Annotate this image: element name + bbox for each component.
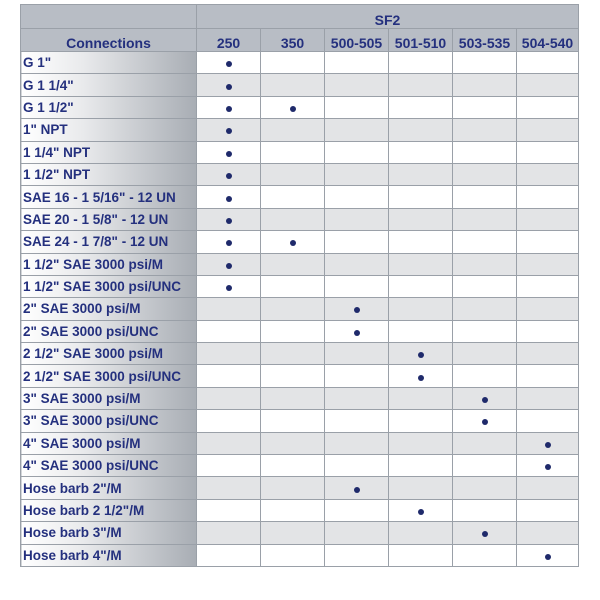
table-row: [21, 231, 579, 253]
compat-cell: [261, 208, 325, 230]
compat-cell: [517, 432, 579, 454]
table-row: [21, 186, 579, 208]
group-header-sf2: SF2: [197, 5, 579, 29]
compat-cell: [325, 298, 389, 320]
compat-cell: [325, 119, 389, 141]
compat-cell: [261, 275, 325, 297]
compatible-dot-icon: [545, 442, 551, 448]
compat-cell: [389, 96, 453, 118]
compat-cell: [325, 231, 389, 253]
compat-cell: [453, 186, 517, 208]
compat-cell: [261, 387, 325, 409]
compat-cell: [389, 477, 453, 499]
compat-cell: [325, 163, 389, 185]
compatible-dot-icon: [226, 106, 232, 112]
compat-cell: [389, 455, 453, 477]
compat-cell: [517, 275, 579, 297]
compat-cell: [197, 410, 261, 432]
compat-cell: [197, 186, 261, 208]
compatible-dot-icon: [226, 240, 232, 246]
compat-cell: [197, 96, 261, 118]
compat-cell: [325, 387, 389, 409]
compat-cell: [197, 365, 261, 387]
compat-cell: [453, 432, 517, 454]
compat-cell: [197, 74, 261, 96]
connection-label: 2" SAE 3000 psi/UNC: [21, 320, 197, 342]
compatible-dot-icon: [418, 509, 424, 515]
connection-label: G 1 1/2": [21, 96, 197, 118]
compat-cell: [261, 96, 325, 118]
compat-cell: [325, 74, 389, 96]
compat-cell: [261, 186, 325, 208]
compat-cell: [517, 208, 579, 230]
compatible-dot-icon: [226, 151, 232, 157]
compat-cell: [453, 387, 517, 409]
connection-label: G 1 1/4": [21, 74, 197, 96]
compat-cell: [325, 320, 389, 342]
compat-cell: [453, 119, 517, 141]
compat-cell: [197, 253, 261, 275]
compat-cell: [389, 119, 453, 141]
compat-cell: [453, 410, 517, 432]
compat-cell: [197, 163, 261, 185]
compat-cell: [389, 343, 453, 365]
compat-cell: [453, 522, 517, 544]
connection-label: 3" SAE 3000 psi/M: [21, 387, 197, 409]
compat-cell: [325, 208, 389, 230]
compatible-dot-icon: [418, 352, 424, 358]
compatible-dot-icon: [226, 218, 232, 224]
compat-cell: [453, 163, 517, 185]
compat-cell: [389, 52, 453, 74]
compat-cell: [325, 275, 389, 297]
table-row: [21, 387, 579, 409]
compat-cell: [389, 141, 453, 163]
compatible-dot-icon: [226, 84, 232, 90]
compat-cell: [389, 275, 453, 297]
compatible-dot-icon: [226, 285, 232, 291]
connection-label: 4" SAE 3000 psi/M: [21, 432, 197, 454]
table-row: [21, 522, 579, 544]
compat-cell: [197, 343, 261, 365]
header-column-row: [21, 29, 579, 52]
column-header: 501-510: [389, 29, 453, 52]
compatible-dot-icon: [354, 487, 360, 493]
compat-cell: [389, 208, 453, 230]
column-header-connections: Connections: [21, 29, 197, 52]
compat-cell: [197, 455, 261, 477]
compat-cell: [453, 544, 517, 566]
compat-cell: [453, 499, 517, 521]
compat-cell: [325, 52, 389, 74]
compat-cell: [325, 343, 389, 365]
compat-cell: [517, 163, 579, 185]
compat-cell: [197, 387, 261, 409]
table-row: [21, 74, 579, 96]
connection-label: 2 1/2" SAE 3000 psi/UNC: [21, 365, 197, 387]
compatible-dot-icon: [354, 330, 360, 336]
header-corner: [21, 5, 197, 29]
table-row: [21, 96, 579, 118]
compat-cell: [325, 432, 389, 454]
compat-cell: [389, 320, 453, 342]
compat-cell: [517, 96, 579, 118]
compat-cell: [517, 343, 579, 365]
connection-label: 1 1/4" NPT: [21, 141, 197, 163]
table-row: [21, 455, 579, 477]
compat-cell: [517, 544, 579, 566]
connection-label: 2" SAE 3000 psi/M: [21, 298, 197, 320]
compatible-dot-icon: [226, 61, 232, 67]
compat-cell: [197, 119, 261, 141]
connection-label: 1" NPT: [21, 119, 197, 141]
compat-cell: [389, 253, 453, 275]
compatible-dot-icon: [226, 173, 232, 179]
compat-cell: [197, 522, 261, 544]
table-row: [21, 208, 579, 230]
compat-cell: [197, 52, 261, 74]
connection-label: G 1": [21, 52, 197, 74]
compat-cell: [453, 320, 517, 342]
compat-cell: [389, 499, 453, 521]
compat-cell: [517, 522, 579, 544]
connection-label: Hose barb 3"/M: [21, 522, 197, 544]
connection-label: Hose barb 2"/M: [21, 477, 197, 499]
compat-cell: [517, 119, 579, 141]
compatible-dot-icon: [226, 128, 232, 134]
connection-label: 2 1/2" SAE 3000 psi/M: [21, 343, 197, 365]
connection-label: 1 1/2" NPT: [21, 163, 197, 185]
compat-cell: [389, 365, 453, 387]
column-header: 500-505: [325, 29, 389, 52]
compat-cell: [261, 320, 325, 342]
connection-label: 1 1/2" SAE 3000 psi/UNC: [21, 275, 197, 297]
compat-cell: [197, 477, 261, 499]
compatible-dot-icon: [545, 554, 551, 560]
compat-cell: [389, 163, 453, 185]
table-row: [21, 320, 579, 342]
compatible-dot-icon: [354, 307, 360, 313]
table-row: [21, 343, 579, 365]
compat-cell: [325, 365, 389, 387]
table-row: [21, 298, 579, 320]
compatible-dot-icon: [545, 464, 551, 470]
compatible-dot-icon: [482, 397, 488, 403]
table-header: [21, 5, 579, 52]
compat-cell: [325, 253, 389, 275]
compat-cell: [325, 522, 389, 544]
compat-cell: [517, 141, 579, 163]
compatible-dot-icon: [290, 106, 296, 112]
column-header: 504-540: [517, 29, 579, 52]
compat-cell: [517, 365, 579, 387]
column-header: 350: [261, 29, 325, 52]
compat-cell: [453, 253, 517, 275]
compat-cell: [261, 343, 325, 365]
compat-cell: [325, 544, 389, 566]
compat-cell: [261, 365, 325, 387]
compat-cell: [517, 455, 579, 477]
connection-label: Hose barb 2 1/2"/M: [21, 499, 197, 521]
compat-cell: [325, 499, 389, 521]
compat-cell: [261, 410, 325, 432]
compat-cell: [453, 231, 517, 253]
connection-label: Hose barb 4"/M: [21, 544, 197, 566]
compat-cell: [517, 52, 579, 74]
column-header: 250: [197, 29, 261, 52]
table-row: [21, 275, 579, 297]
compatible-dot-icon: [226, 196, 232, 202]
compat-cell: [325, 455, 389, 477]
compat-cell: [261, 231, 325, 253]
compat-cell: [325, 96, 389, 118]
compat-cell: [389, 544, 453, 566]
compatible-dot-icon: [418, 375, 424, 381]
compatible-dot-icon: [482, 419, 488, 425]
table-row: [21, 432, 579, 454]
compat-cell: [261, 119, 325, 141]
compat-cell: [325, 410, 389, 432]
table-row: [21, 544, 579, 566]
compat-cell: [453, 455, 517, 477]
compat-cell: [261, 499, 325, 521]
compat-cell: [517, 477, 579, 499]
compat-cell: [389, 432, 453, 454]
connection-label: SAE 20 - 1 5/8" - 12 UN: [21, 208, 197, 230]
compat-cell: [261, 74, 325, 96]
connection-label: 4" SAE 3000 psi/UNC: [21, 455, 197, 477]
compat-cell: [261, 163, 325, 185]
compat-cell: [453, 343, 517, 365]
compat-cell: [197, 432, 261, 454]
table-row: [21, 119, 579, 141]
compat-cell: [325, 186, 389, 208]
compat-cell: [517, 298, 579, 320]
compat-cell: [261, 455, 325, 477]
compat-cell: [389, 74, 453, 96]
compat-cell: [261, 432, 325, 454]
compat-cell: [197, 208, 261, 230]
compat-cell: [261, 52, 325, 74]
compat-cell: [453, 477, 517, 499]
compat-cell: [261, 253, 325, 275]
connection-label: SAE 16 - 1 5/16" - 12 UN: [21, 186, 197, 208]
connection-label: 1 1/2" SAE 3000 psi/M: [21, 253, 197, 275]
compat-cell: [325, 477, 389, 499]
compat-cell: [453, 141, 517, 163]
compat-cell: [261, 544, 325, 566]
compat-cell: [197, 275, 261, 297]
compat-cell: [389, 298, 453, 320]
compat-cell: [517, 499, 579, 521]
compat-cell: [453, 365, 517, 387]
table-row: [21, 365, 579, 387]
compat-cell: [261, 477, 325, 499]
compat-cell: [261, 141, 325, 163]
compat-cell: [453, 52, 517, 74]
table-row: [21, 499, 579, 521]
compat-cell: [197, 499, 261, 521]
table-row: [21, 163, 579, 185]
table-body: [21, 52, 579, 567]
compat-cell: [517, 186, 579, 208]
compat-cell: [517, 231, 579, 253]
compat-cell: [453, 74, 517, 96]
compat-cell: [261, 522, 325, 544]
compat-cell: [197, 544, 261, 566]
compat-cell: [389, 522, 453, 544]
compat-cell: [197, 141, 261, 163]
compat-cell: [517, 320, 579, 342]
compat-cell: [517, 74, 579, 96]
compatible-dot-icon: [226, 263, 232, 269]
compat-cell: [197, 320, 261, 342]
compat-cell: [453, 96, 517, 118]
compat-cell: [389, 387, 453, 409]
compat-cell: [325, 141, 389, 163]
table-row: [21, 410, 579, 432]
connection-label: 3" SAE 3000 psi/UNC: [21, 410, 197, 432]
compat-cell: [453, 298, 517, 320]
connection-label: SAE 24 - 1 7/8" - 12 UN: [21, 231, 197, 253]
compat-cell: [453, 208, 517, 230]
compat-cell: [389, 231, 453, 253]
compatible-dot-icon: [290, 240, 296, 246]
table-row: [21, 52, 579, 74]
compat-cell: [517, 253, 579, 275]
compat-cell: [389, 186, 453, 208]
compat-cell: [453, 275, 517, 297]
compatible-dot-icon: [482, 531, 488, 537]
column-header: 503-535: [453, 29, 517, 52]
compat-cell: [197, 231, 261, 253]
compatibility-table: [20, 4, 579, 567]
compat-cell: [389, 410, 453, 432]
compat-cell: [197, 298, 261, 320]
compat-cell: [517, 387, 579, 409]
compat-cell: [517, 410, 579, 432]
table-row: [21, 253, 579, 275]
header-group-row: [21, 5, 579, 29]
table-row: [21, 141, 579, 163]
table-row: [21, 477, 579, 499]
compat-cell: [261, 298, 325, 320]
